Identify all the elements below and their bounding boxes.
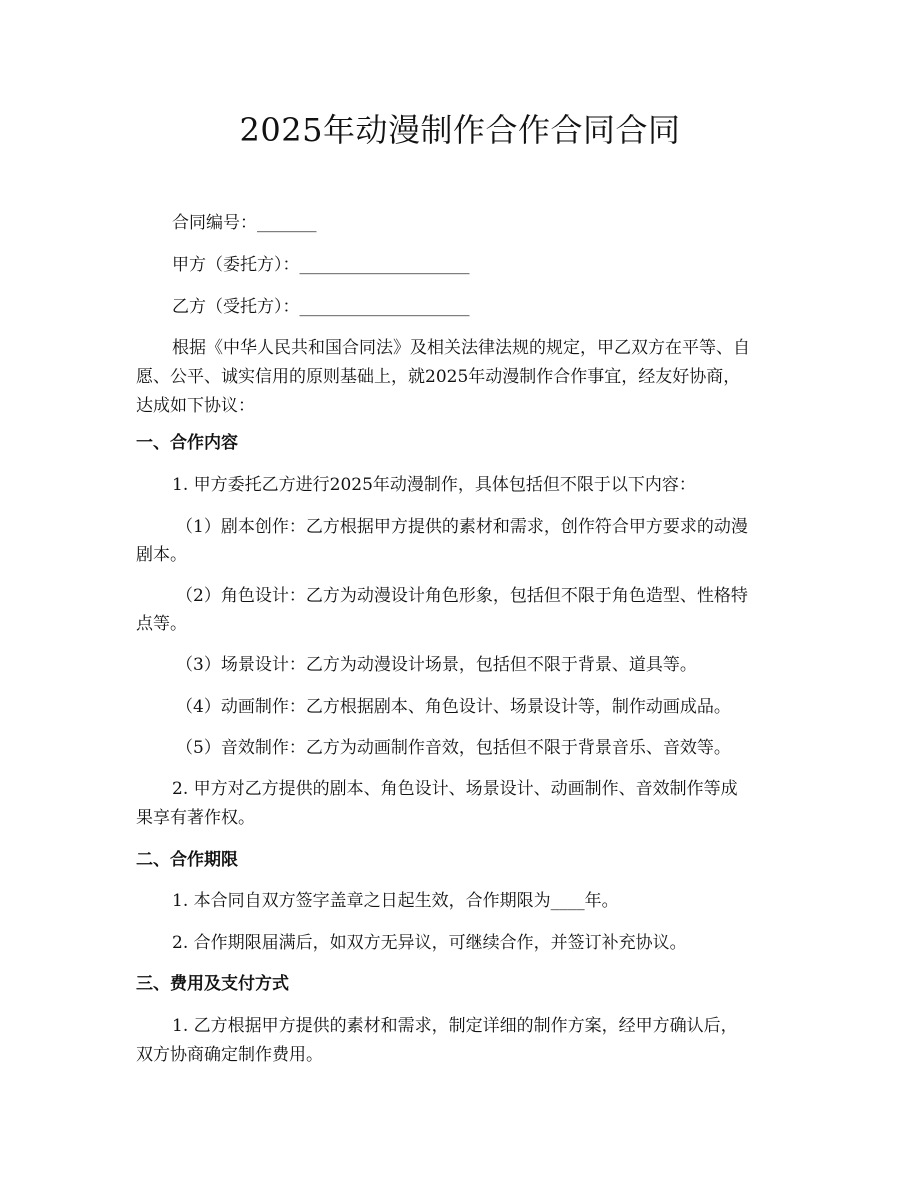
party-b-field: 乙方（受托方）：____________________ <box>172 297 470 317</box>
section-line: （3）场景设计：乙方为动漫设计场景，包括但不限于背景、道具等。 <box>176 655 697 675</box>
section-line: （2）角色设计：乙方为动漫设计角色形象，包括但不限于角色造型、性格特 <box>176 586 748 606</box>
contract-title: 2025年动漫制作合作合同合同 <box>239 111 681 149</box>
section-line: 双方协商确定制作费用。 <box>136 1045 323 1065</box>
preamble-line: 愿、公平、诚实信用的原则基础上，就2025年动漫制作合作事宜，经友好协商， <box>136 367 741 387</box>
section-line: 1. 甲方委托乙方进行2025年动漫制作，具体包括但不限于以下内容： <box>172 475 696 495</box>
section-heading-fees-payment: 三、费用及支付方式 <box>136 974 289 994</box>
section-line: 2. 甲方对乙方提供的剧本、角色设计、场景设计、动画制作、音效制作等成 <box>172 779 738 799</box>
section-line: （5）音效制作：乙方为动画制作音效，包括但不限于背景音乐、音效等。 <box>176 738 731 758</box>
section-line: 2. 合作期限届满后，如双方无异议，可继续合作，并签订补充协议。 <box>172 933 687 953</box>
section-line: 果享有著作权。 <box>136 808 255 828</box>
section-line: 1. 本合同自双方签字盖章之日起生效，合作期限为____年。 <box>172 891 619 911</box>
section-line: （1）剧本创作：乙方根据甲方提供的素材和需求，创作符合甲方要求的动漫 <box>176 517 748 537</box>
section-heading-cooperation-term: 二、合作期限 <box>136 850 238 870</box>
section-heading-cooperation-content: 一、合作内容 <box>136 433 238 453</box>
section-line: （4）动画制作：乙方根据剧本、角色设计、场景设计等，制作动画成品。 <box>176 697 731 717</box>
party-a-field: 甲方（委托方）：____________________ <box>172 255 470 275</box>
preamble-line: 达成如下协议： <box>136 396 255 416</box>
section-line: 点等。 <box>136 614 187 634</box>
contract-number-field: 合同编号：_______ <box>172 213 317 233</box>
preamble-line: 根据《中华人民共和国合同法》及相关法律法规的规定，甲乙双方在平等、自 <box>172 338 750 358</box>
section-line: 剧本。 <box>136 545 187 565</box>
section-line: 1. 乙方根据甲方提供的素材和需求，制定详细的制作方案，经甲方确认后， <box>172 1016 738 1036</box>
